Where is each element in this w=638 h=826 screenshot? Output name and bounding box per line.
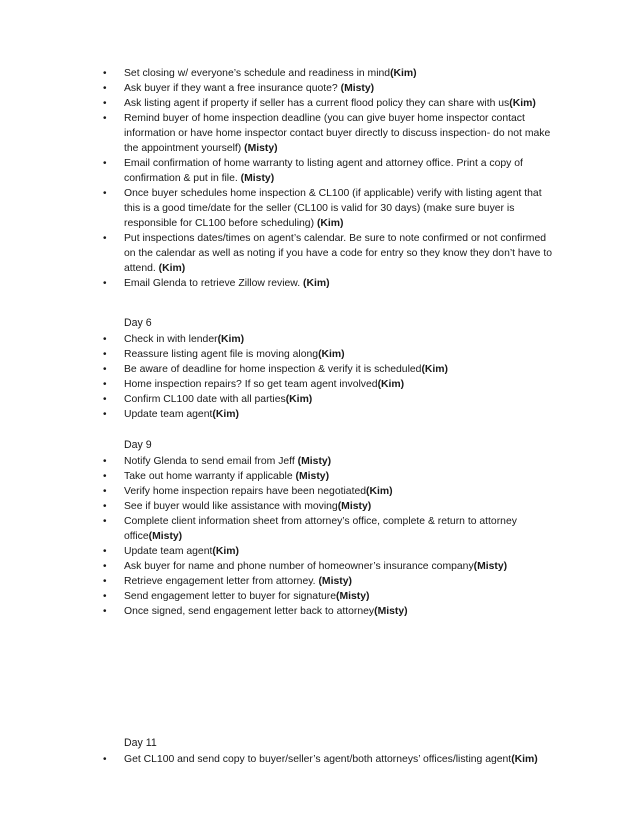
task-owner: (Kim) <box>212 546 239 557</box>
task-owner: (Misty) <box>318 576 352 587</box>
task-item: • Take out home warranty if applicable (Misty) <box>0 469 638 484</box>
task-owner: (Misty) <box>340 83 375 94</box>
task-item: • Complete client information sheet from attorney’s office, complete & return to attorney office(Misty) <box>0 514 638 544</box>
section-intro <box>0 66 638 291</box>
section-day-6 <box>0 332 638 422</box>
task-item: • Set closing w/ everyone’s schedule and readiness in mind(Kim) <box>0 66 638 81</box>
task-owner: (Misty) <box>473 561 508 572</box>
task-owner: (Kim) <box>318 349 345 360</box>
task-item: • Verify home inspection repairs have been negotiated(Kim) <box>0 484 638 499</box>
task-item: • See if buyer would like assistance with moving(Misty) <box>0 499 638 514</box>
task-owner: (Misty) <box>148 531 183 542</box>
task-owner: (Kim) <box>377 379 405 390</box>
task-owner: (Kim) <box>303 278 330 289</box>
task-list <box>0 454 638 619</box>
task-item: • Ask listing agent if property if seller has a current flood policy they can share with us(Kim) <box>0 96 638 111</box>
task-owner: (Kim) <box>212 409 239 420</box>
task-owner: (Kim) <box>509 98 536 109</box>
task-owner: (Kim) <box>158 263 186 274</box>
task-list <box>0 752 638 767</box>
task-owner: (Kim) <box>390 68 417 79</box>
task-owner: (Misty) <box>337 501 372 512</box>
task-item: • Once signed, send engagement letter back to attorney(Misty) <box>0 604 638 619</box>
task-item: • Get CL100 and send copy to buyer/seller’s agent/both attorneys’ offices/listing agent(Kim) <box>0 752 638 767</box>
task-list <box>0 66 638 291</box>
task-item: • Home inspection repairs? If so get team agent involved(Kim) <box>0 377 638 392</box>
task-item: • Once buyer schedules home inspection & CL100 (if applicable) verify with listing agent that this is a good time/date for the seller (CL100 is valid for 30 days) (make sure buyer is responsible for CL100 before scheduling) (Kim) <box>0 186 638 231</box>
task-owner: (Kim) <box>316 218 344 229</box>
section-heading-day-6: Day 6 <box>124 317 152 329</box>
section-heading-day-9: Day 9 <box>124 439 152 451</box>
task-owner: (Kim) <box>366 486 393 497</box>
task-item: • Update team agent(Kim) <box>0 407 638 422</box>
task-item: • Retrieve engagement letter from attorney. (Misty) <box>0 574 638 589</box>
task-owner: (Kim) <box>421 364 449 375</box>
task-item: • Be aware of deadline for home inspection & verify it is scheduled(Kim) <box>0 362 638 377</box>
task-item: • Ask buyer if they want a free insurance quote? (Misty) <box>0 81 638 96</box>
task-owner: (Misty) <box>336 591 370 602</box>
task-owner: (Kim) <box>217 334 245 345</box>
task-owner: (Kim) <box>285 394 313 405</box>
task-item: • Confirm CL100 date with all parties(Kim) <box>0 392 638 407</box>
section-heading-day-11: Day 11 <box>124 737 157 749</box>
section-day-11 <box>0 752 638 767</box>
task-owner: (Kim) <box>511 754 538 765</box>
task-item: • Update team agent(Kim) <box>0 544 638 559</box>
task-item: • Put inspections dates/times on agent’s calendar. Be sure to note confirmed or not confirmed on the calendar as well as noting if you have a code for entry so they know they don’t have to attend. (Kim) <box>0 231 638 276</box>
task-item: • Notify Glenda to send email from Jeff (Misty) <box>0 454 638 469</box>
task-owner: (Misty) <box>297 456 332 467</box>
task-owner: (Misty) <box>244 143 278 154</box>
task-item: • Email confirmation of home warranty to listing agent and attorney office. Print a copy of confirmation & put in file. (Misty) <box>0 156 638 186</box>
task-owner: (Misty) <box>374 606 408 617</box>
task-item: • Check in with lender(Kim) <box>0 332 638 347</box>
task-item: • Reassure listing agent file is moving along(Kim) <box>0 347 638 362</box>
task-item: • Ask buyer for name and phone number of homeowner’s insurance company(Misty) <box>0 559 638 574</box>
task-owner: (Misty) <box>295 471 330 482</box>
task-item: • Email Glenda to retrieve Zillow review. (Kim) <box>0 276 638 291</box>
task-list <box>0 332 638 422</box>
section-day-9 <box>0 454 638 619</box>
task-item: • Send engagement letter to buyer for signature(Misty) <box>0 589 638 604</box>
task-owner: (Misty) <box>240 173 275 184</box>
task-item: • Remind buyer of home inspection deadline (you can give buyer home inspector contact information or have home inspector contact buyer directly to discuss inspection- do not make the appointment yourself) (Misty) <box>0 111 638 156</box>
